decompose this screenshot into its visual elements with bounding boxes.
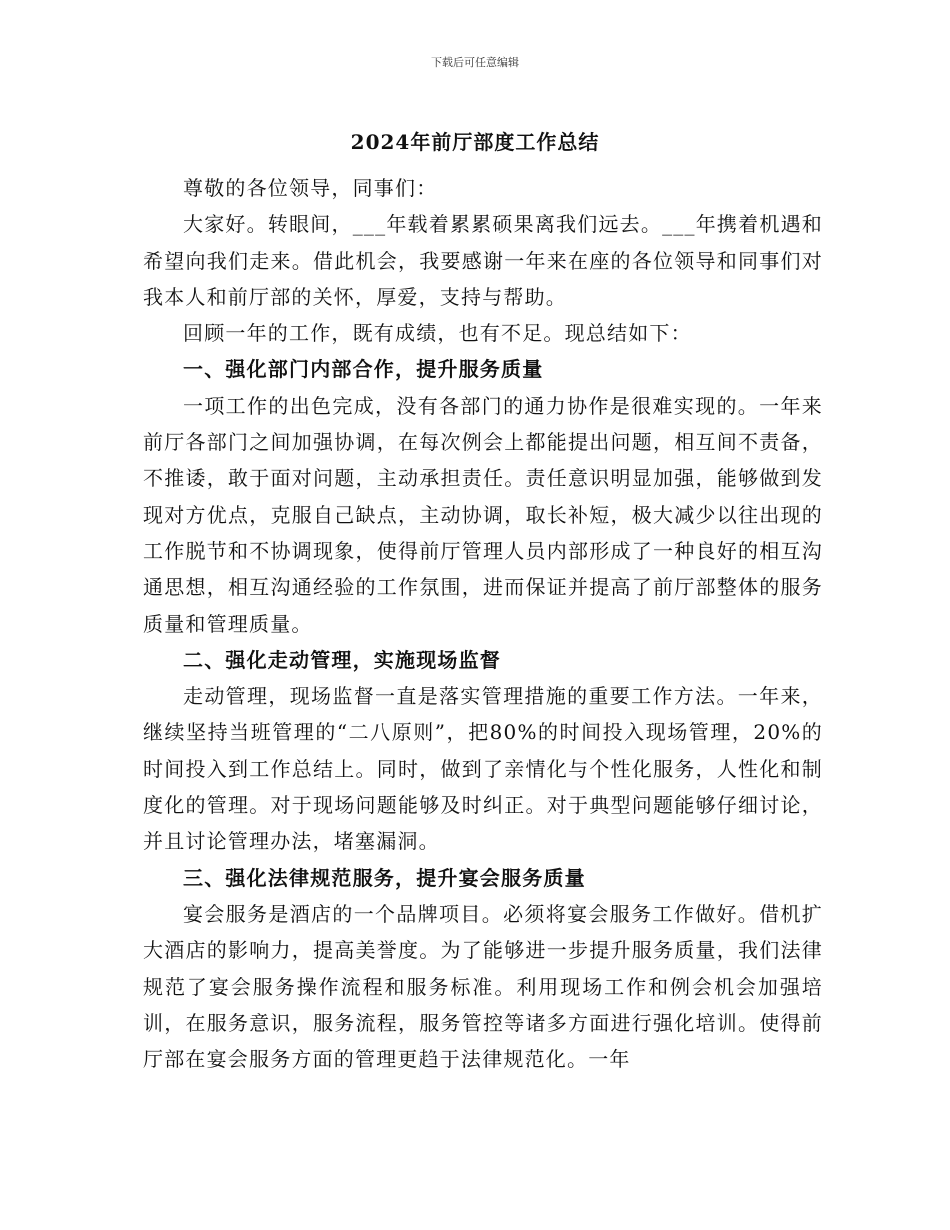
intro-paragraph: 大家好。转眼间，___年载着累累硕果离我们远去。___年携着机遇和希望向我们走来。借此机会，我要感谢一年来在座的各位领导和同事们对我本人和前厅部的关怀，厚爱，支持与帮助。 [143, 212, 823, 309]
section-heading-3: 三、强化法律规范服务，提升宴会服务质量 [183, 865, 586, 890]
document-body [143, 170, 823, 1077]
review-paragraph: 回顾一年的工作，既有成绩，也有不足。现总结如下： [183, 321, 692, 346]
section-1-paragraph: 一项工作的出色完成，没有各部门的通力协作是很难实现的。一年来前厅各部门之间加强协调，在每次例会上都能提出问题，相互间不责备，不推诿，敢于面对问题，主动承担责任。责任意识明显加强，能够做到发现对方优点，克服自己缺点，主动协调，取长补短，极大减少以往出现的工作脱节和不协调现象，使得前厅管理人员内部形成了一种良好的相互沟通思想，相互沟通经验的工作氛围，进而保证并提高了前厅部整体的服务质量和管理质量。 [143, 393, 823, 636]
salutation: 尊敬的各位领导，同事们： [183, 176, 438, 200]
document-title: 2024年前厅部度工作总结 [350, 130, 600, 154]
section-heading-1: 一、强化部门内部合作，提升服务质量 [183, 357, 544, 382]
header-note: 下载后可任意编辑 [431, 56, 519, 69]
section-3-paragraph: 宴会服务是酒店的一个品牌项目。必须将宴会服务工作做好。借机扩大酒店的影响力，提高美誉度。为了能够进一步提升服务质量，我们法律规范了宴会服务操作流程和服务标准。利用现场工作和例会机会加强培训，在服务意识，服务流程，服务管控等诸多方面进行强化培训。使得前厅部在宴会服务方面的管理更趋于法律规范化。一年 [143, 901, 823, 1072]
section-2-paragraph: 走动管理，现场监督一直是落实管理措施的重要工作方法。一年来，继续坚持当班管理的“二八原则”，把80%的时间投入现场管理，20%的时间投入到工作总结上。同时，做到了亲情化与个性化服务，人性化和制度化的管理。对于现场问题能够及时纠正。对于典型问题能够仔细讨论，并且讨论管理办法，堵塞漏洞。 [143, 684, 823, 854]
section-heading-2: 二、强化走动管理，实施现场监督 [183, 647, 501, 672]
